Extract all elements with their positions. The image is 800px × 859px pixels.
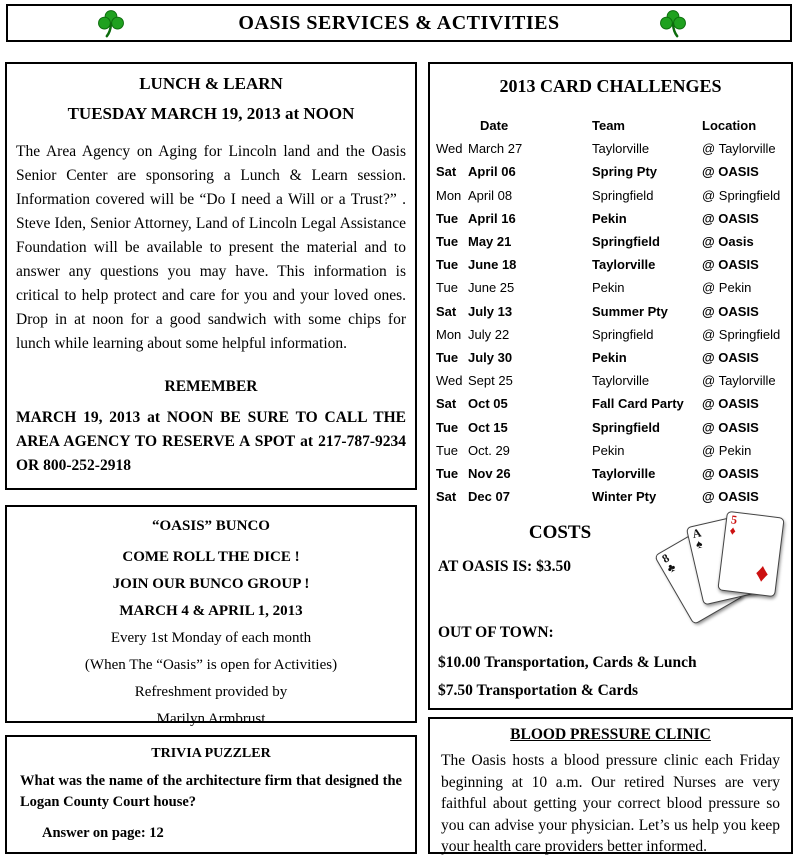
card-challenges-table bbox=[436, 114, 787, 508]
cell-team: Fall Card Party bbox=[592, 396, 684, 412]
cell-date: April 06 bbox=[468, 164, 516, 180]
cell-date: Oct. 29 bbox=[468, 442, 510, 458]
cell-location: @ OASIS bbox=[702, 419, 759, 435]
blood-pressure-body: The Oasis hosts a blood pressure clinic each Friday beginning at 10 a.m. Our retired Nurses are very faithful about getting your correct blood pressure so you can advise your physician. Let’s us help you keep your health care providers better informed. bbox=[441, 752, 780, 855]
cell-team: Pekin bbox=[592, 210, 627, 226]
bunco-line: Marilyn Armbrust bbox=[156, 711, 266, 727]
cell-location: @ Taylorville bbox=[702, 373, 776, 389]
cell-date: April 16 bbox=[468, 210, 516, 226]
bunco-line: (When The “Oasis” is open for Activities) bbox=[84, 657, 338, 673]
cell-team: Pekin bbox=[592, 349, 627, 365]
card-challenge-row bbox=[436, 439, 787, 462]
header-team-cell: Team bbox=[592, 118, 625, 134]
cell-team: Taylorville bbox=[592, 373, 650, 389]
shamrock-icon bbox=[96, 8, 126, 40]
cell-team: Springfield bbox=[592, 187, 654, 203]
card-challenge-row bbox=[436, 207, 787, 230]
card-challenges-title: 2013 CARD CHALLENGES bbox=[499, 76, 722, 96]
cell-day: Tue bbox=[436, 419, 459, 435]
card-corner-index: 8 ♣ bbox=[659, 550, 679, 576]
reservation-call-text: MARCH 19, 2013 at NOON BE SURE TO CALL THE AREA AGENCY TO RESERVE A SPOT at 217-787-9234 OR 800-252-2918 bbox=[16, 409, 406, 474]
bunco-section bbox=[5, 505, 417, 727]
cell-date: July 30 bbox=[468, 349, 513, 365]
blood-pressure-title: BLOOD PRESSURE CLINIC bbox=[510, 726, 711, 743]
card-challenge-row bbox=[436, 346, 787, 369]
costs-out-of-town: OUT OF TOWN: bbox=[438, 624, 554, 641]
cell-location: @ OASIS bbox=[702, 349, 759, 365]
cell-day: Tue bbox=[436, 349, 459, 365]
card-challenge-row bbox=[436, 160, 787, 183]
cell-team: Taylorville bbox=[592, 465, 656, 481]
cell-location: @ OASIS bbox=[702, 396, 759, 412]
lunch-learn-title: LUNCH & LEARN bbox=[139, 74, 283, 93]
trivia-title: TRIVIA PUZZLER bbox=[151, 746, 271, 761]
cell-day: Sat bbox=[436, 489, 457, 505]
cell-date: July 13 bbox=[468, 303, 513, 319]
shamrock-icon bbox=[658, 8, 688, 40]
cell-date: May 21 bbox=[468, 234, 512, 250]
card-challenge-row bbox=[436, 485, 787, 508]
card-challenge-row bbox=[436, 230, 787, 253]
bunco-title: “OASIS” BUNCO bbox=[152, 518, 270, 534]
cell-day: Tue bbox=[436, 280, 458, 296]
card-corner-index: A ♠ bbox=[690, 525, 704, 552]
card-corner-index: 5 ♦ bbox=[728, 512, 738, 538]
cell-day: Tue bbox=[436, 234, 459, 250]
cell-date: June 18 bbox=[468, 257, 517, 273]
playing-cards-graphic bbox=[659, 506, 793, 676]
cell-date: March 27 bbox=[468, 141, 523, 157]
table-header-row bbox=[436, 114, 787, 137]
lunch-learn-date: TUESDAY MARCH 19, 2013 at NOON bbox=[67, 104, 355, 123]
cell-team: Taylorville bbox=[592, 141, 650, 157]
card-challenge-row bbox=[436, 137, 787, 160]
cell-day: Tue bbox=[436, 210, 459, 226]
cell-location: @ Taylorville bbox=[702, 141, 776, 157]
lunch-and-learn-section bbox=[5, 62, 417, 490]
playing-card bbox=[717, 511, 784, 597]
card-suit-pip: ♦ bbox=[753, 557, 771, 589]
card-challenge-row bbox=[436, 253, 787, 276]
cell-location: @ OASIS bbox=[702, 257, 759, 273]
card-challenges-section bbox=[428, 62, 793, 710]
cell-team: Pekin bbox=[592, 442, 625, 458]
cell-location: @ OASIS bbox=[702, 489, 759, 505]
cell-team: Spring Pty bbox=[592, 164, 658, 180]
cell-location: @ OASIS bbox=[702, 303, 759, 319]
cell-day: Mon bbox=[436, 326, 462, 342]
trivia-question: What was the name of the architecture firm that designed the Logan County Court house? bbox=[20, 773, 402, 810]
header-date-cell: Date bbox=[480, 118, 509, 134]
cell-day: Sat bbox=[436, 164, 457, 180]
cell-day: Tue bbox=[436, 257, 459, 273]
cell-location: @ Oasis bbox=[702, 234, 754, 250]
cell-date: June 25 bbox=[468, 280, 515, 296]
blood-pressure-section bbox=[428, 717, 793, 854]
card-challenge-row bbox=[436, 184, 787, 207]
cell-team: Springfield bbox=[592, 326, 654, 342]
costs-heading: COSTS bbox=[528, 522, 592, 543]
lunch-learn-body: The Area Agency on Aging for Lincoln land and the Oasis Senior Center are sponsoring a Lunch & Learn session. Information covered will be “Do I need a Will or a Trust?” . Steve Iden, Senior Attorney, Land of Lincoln Legal Assistance Foundation will be available to present the material and to answer any questions you may have. This information is critical to help protect and care for you and your loved ones. Drop in at noon for a good sandwich with some chips for lunch while learning about some helpful information. bbox=[16, 143, 406, 352]
bunco-line: COME ROLL THE DICE ! bbox=[122, 549, 300, 565]
trivia-answer: Answer on page: 12 bbox=[42, 825, 164, 841]
bunco-line: Every 1st Monday of each month bbox=[110, 630, 312, 646]
cell-date: Oct 05 bbox=[468, 396, 508, 412]
bunco-line: MARCH 4 & APRIL 1, 2013 bbox=[119, 603, 303, 619]
card-challenge-row bbox=[436, 392, 787, 415]
card-challenge-row bbox=[436, 369, 787, 392]
cell-day: Mon bbox=[436, 187, 462, 203]
costs-transport-cards: $7.50 Transportation & Cards bbox=[438, 682, 639, 699]
card-challenge-row bbox=[436, 415, 787, 438]
header-banner bbox=[6, 4, 792, 42]
trivia-section bbox=[5, 735, 417, 854]
bunco-line: JOIN OUR BUNCO GROUP ! bbox=[112, 576, 310, 592]
costs-at-oasis: AT OASIS IS: $3.50 bbox=[438, 558, 571, 575]
cell-day: Wed bbox=[436, 141, 463, 157]
cell-location: @ OASIS bbox=[702, 210, 759, 226]
cell-location: @ OASIS bbox=[702, 164, 759, 180]
card-table-body bbox=[436, 137, 787, 508]
cell-location: @ Springfield bbox=[702, 326, 781, 342]
header-location-cell: Location bbox=[702, 118, 757, 134]
page-title: OASIS SERVICES & ACTIVITIES bbox=[238, 12, 560, 34]
costs-transport-lunch: $10.00 Transportation, Cards & Lunch bbox=[438, 654, 697, 671]
cell-date: Dec 07 bbox=[468, 489, 510, 505]
cell-team: Summer Pty bbox=[592, 303, 668, 319]
cell-date: Nov 26 bbox=[468, 465, 511, 481]
cell-location: @ Pekin bbox=[702, 442, 752, 458]
card-challenge-row bbox=[436, 300, 787, 323]
cell-day: Tue bbox=[436, 442, 458, 458]
remember-heading: REMEMBER bbox=[164, 378, 258, 395]
cell-team: Taylorville bbox=[592, 257, 656, 273]
cell-day: Wed bbox=[436, 373, 463, 389]
cell-team: Springfield bbox=[592, 419, 660, 435]
cell-date: Oct 15 bbox=[468, 419, 508, 435]
cell-date: Sept 25 bbox=[468, 373, 513, 389]
cell-team: Winter Pty bbox=[592, 489, 657, 505]
cell-date: April 08 bbox=[468, 187, 513, 203]
card-challenge-row bbox=[436, 276, 787, 299]
card-challenge-row bbox=[436, 323, 787, 346]
card-challenge-row bbox=[436, 462, 787, 485]
cell-date: July 22 bbox=[468, 326, 510, 342]
cell-team: Springfield bbox=[592, 234, 660, 250]
cell-team: Pekin bbox=[592, 280, 625, 296]
cell-day: Sat bbox=[436, 303, 457, 319]
cell-location: @ Springfield bbox=[702, 187, 781, 203]
cell-day: Sat bbox=[436, 396, 457, 412]
cell-day: Tue bbox=[436, 465, 459, 481]
cell-location: @ Pekin bbox=[702, 280, 752, 296]
bunco-line: Refreshment provided by bbox=[134, 684, 288, 700]
cell-location: @ OASIS bbox=[702, 465, 759, 481]
